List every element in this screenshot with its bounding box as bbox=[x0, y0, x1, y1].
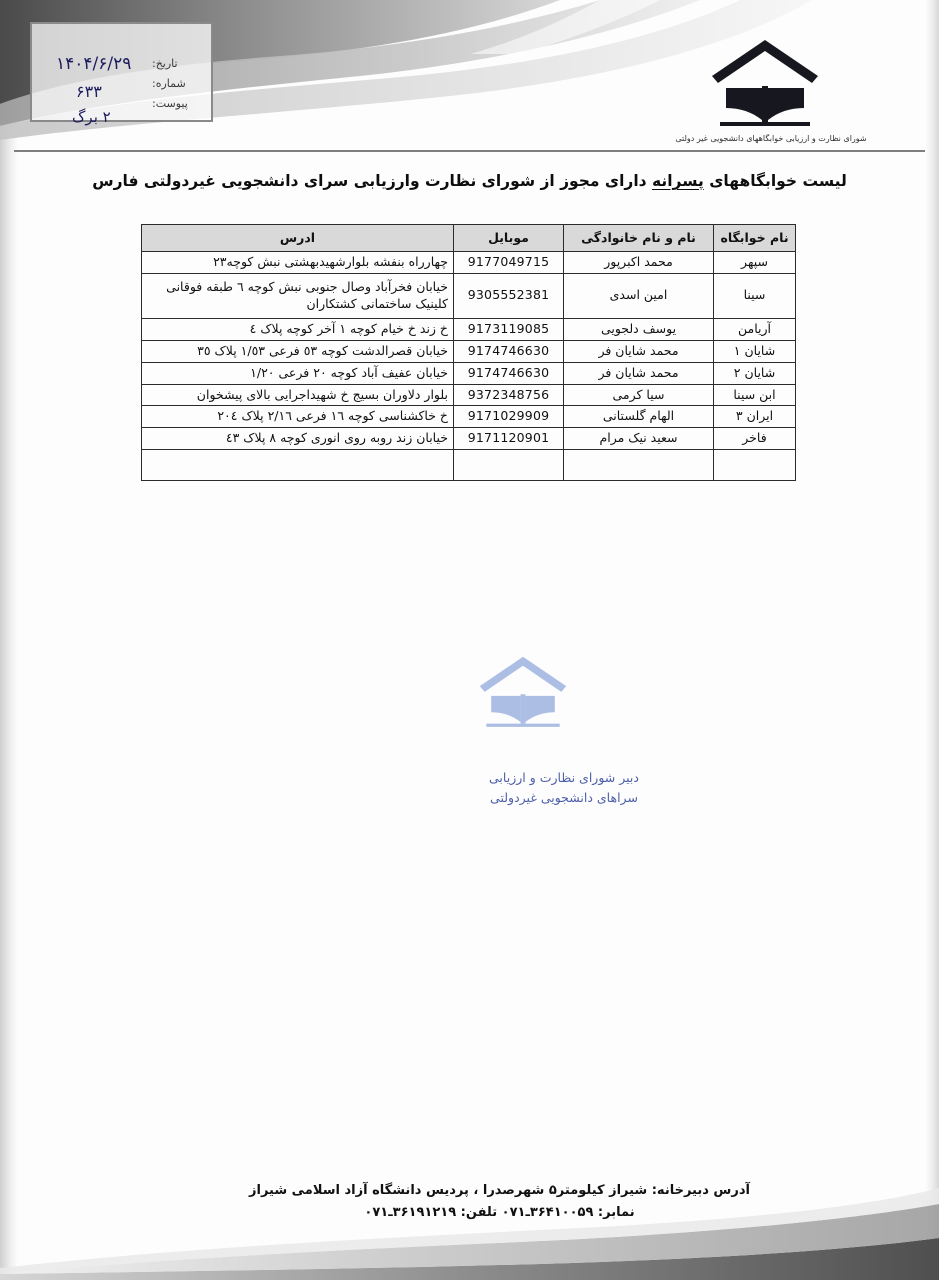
cell-mobile: 9177049715 bbox=[454, 252, 564, 274]
table-row-empty bbox=[142, 450, 796, 481]
header-divider bbox=[14, 150, 925, 152]
column-header-mobile: موبایل bbox=[454, 225, 564, 252]
cell-dorm-name: ابن سینا bbox=[714, 384, 796, 406]
table-header-row bbox=[142, 225, 796, 252]
table-row bbox=[142, 428, 796, 450]
cell-full-name: سیا کرمی bbox=[564, 384, 714, 406]
footer-phone: نمابر: ۳۶۴۱۰۰۵۹ـ۰۷۱ تلفن: ۳۶۱۹۱۲۱۹ـ۰۷۱ bbox=[364, 1205, 635, 1220]
dormitory-table-wrapper bbox=[142, 224, 796, 481]
cell-mobile: 9372348756 bbox=[454, 384, 564, 406]
column-header-dorm-name: نام خوابگاه bbox=[714, 225, 796, 252]
cell-full-name: محمد شایان فر bbox=[564, 340, 714, 362]
table-row bbox=[142, 384, 796, 406]
table-row bbox=[142, 340, 796, 362]
stamp-number-label: شماره: bbox=[152, 77, 186, 90]
table-row bbox=[142, 362, 796, 384]
cell-address: خیابان قصرالدشت کوچه ٥٣ فرعی ١/٥٣ پلاک ٣٥ bbox=[142, 340, 454, 362]
signature-block bbox=[434, 768, 694, 808]
dormitory-table bbox=[141, 224, 796, 481]
column-header-address: ادرس bbox=[142, 225, 454, 252]
column-header-full-name: نام و نام خانوادگی bbox=[564, 225, 714, 252]
cell-full-name: محمد اکبرپور bbox=[564, 252, 714, 274]
page-title bbox=[0, 172, 939, 190]
cell-mobile: 9174746630 bbox=[454, 362, 564, 384]
cell-address: چهارراه بنفشه بلوارشهیدبهشتی نبش کوچه۲۳ bbox=[142, 252, 454, 274]
cell-address: بلوار دلاوران بسیج خ شهیداجرایی بالای پیشخوان bbox=[142, 384, 454, 406]
table-row bbox=[142, 273, 796, 318]
cell-address: خیابان عفیف آباد کوچه ٢٠ فرعی ١/٢٠ bbox=[142, 362, 454, 384]
cell-mobile: 9171029909 bbox=[454, 406, 564, 428]
cell-full-name: سعید نیک مرام bbox=[564, 428, 714, 450]
stamp-field-labels bbox=[152, 54, 262, 114]
cell-full-name: امین اسدی bbox=[564, 273, 714, 318]
document-header bbox=[0, 0, 939, 152]
stamp-attachment-label: پیوست: bbox=[152, 97, 188, 110]
page-title-part1: لیست خوابگاههای bbox=[703, 172, 847, 190]
book-dome-logo-icon bbox=[700, 36, 830, 128]
cell-full-name: الهام گلستانی bbox=[564, 406, 714, 428]
cell-address: خ خاکشناسی کوچه ١٦ فرعی ٢/١٦ پلاک ٢٠٤ bbox=[142, 406, 454, 428]
cell-dorm-name: آریامن bbox=[714, 318, 796, 340]
cell-full-name: یوسف دلجویی bbox=[564, 318, 714, 340]
cell-address: خیابان زند روبه روی انوری کوچه ٨ پلاک ٤٣ bbox=[142, 428, 454, 450]
cell-mobile: 9171120901 bbox=[454, 428, 564, 450]
cell-address: خیابان فخرآباد وصال جنوبی نبش کوچه ٦ طبقه فوقانی کلینیک ساختمانی کشتکاران bbox=[142, 273, 454, 318]
cell-dorm-name-empty bbox=[714, 450, 796, 481]
cell-full-name: محمد شایان فر bbox=[564, 362, 714, 384]
cell-mobile: 9305552381 bbox=[454, 273, 564, 318]
signature-line-2: سراهای دانشجویی غیردولتی bbox=[490, 790, 638, 805]
stamp-date-label: تاریخ: bbox=[152, 57, 178, 70]
cell-address: خ زند خ خیام کوچه ١ آخر کوچه پلاک ٤ bbox=[142, 318, 454, 340]
footer-address: آدرس دبیرخانه: شیراز کیلومتر۵ شهرصدرا ، پردیس دانشگاه آزاد اسلامی شیراز bbox=[249, 1183, 750, 1198]
table-row bbox=[142, 318, 796, 340]
cell-mobile: 9173119085 bbox=[454, 318, 564, 340]
document-footer bbox=[0, 1142, 939, 1280]
cell-mobile-empty bbox=[454, 450, 564, 481]
cell-dorm-name: فاخر bbox=[714, 428, 796, 450]
signature-book-dome-logo-icon bbox=[470, 648, 576, 734]
stamp-number-value: ۶۳۳ bbox=[76, 82, 102, 101]
signature-line-1: دبیر شورای نظارت و ارزیابی bbox=[489, 770, 639, 785]
cell-address-empty bbox=[142, 450, 454, 481]
cell-dorm-name: سینا bbox=[714, 273, 796, 318]
table-row bbox=[142, 252, 796, 274]
reference-stamp-box bbox=[30, 22, 213, 126]
scan-edge-left bbox=[0, 0, 18, 1280]
scan-edge-right bbox=[925, 0, 939, 1280]
page-title-part2: دارای مجوز از شورای نظارت وارزیابی سرای دانشجویی غیردولتی فارس bbox=[92, 172, 653, 190]
stamp-date-value: ۱۴۰۴/۶/۲۹ bbox=[56, 54, 132, 74]
footer-contact-info bbox=[0, 1180, 939, 1224]
cell-dorm-name: ایران ۳ bbox=[714, 406, 796, 428]
logo-caption: شورای نظارت و ارزیابی خوابگاههای دانشجویی غیر دولتی bbox=[675, 134, 867, 143]
cell-mobile: 9174746630 bbox=[454, 340, 564, 362]
stamp-attachment-value: ۲ برگ bbox=[72, 108, 111, 126]
cell-dorm-name: شایان ۲ bbox=[714, 362, 796, 384]
cell-full-name-empty bbox=[564, 450, 714, 481]
table-row bbox=[142, 406, 796, 428]
cell-dorm-name: سپهر bbox=[714, 252, 796, 274]
cell-dorm-name: شایان ۱ bbox=[714, 340, 796, 362]
page-title-underlined: پسرانه bbox=[652, 172, 704, 190]
